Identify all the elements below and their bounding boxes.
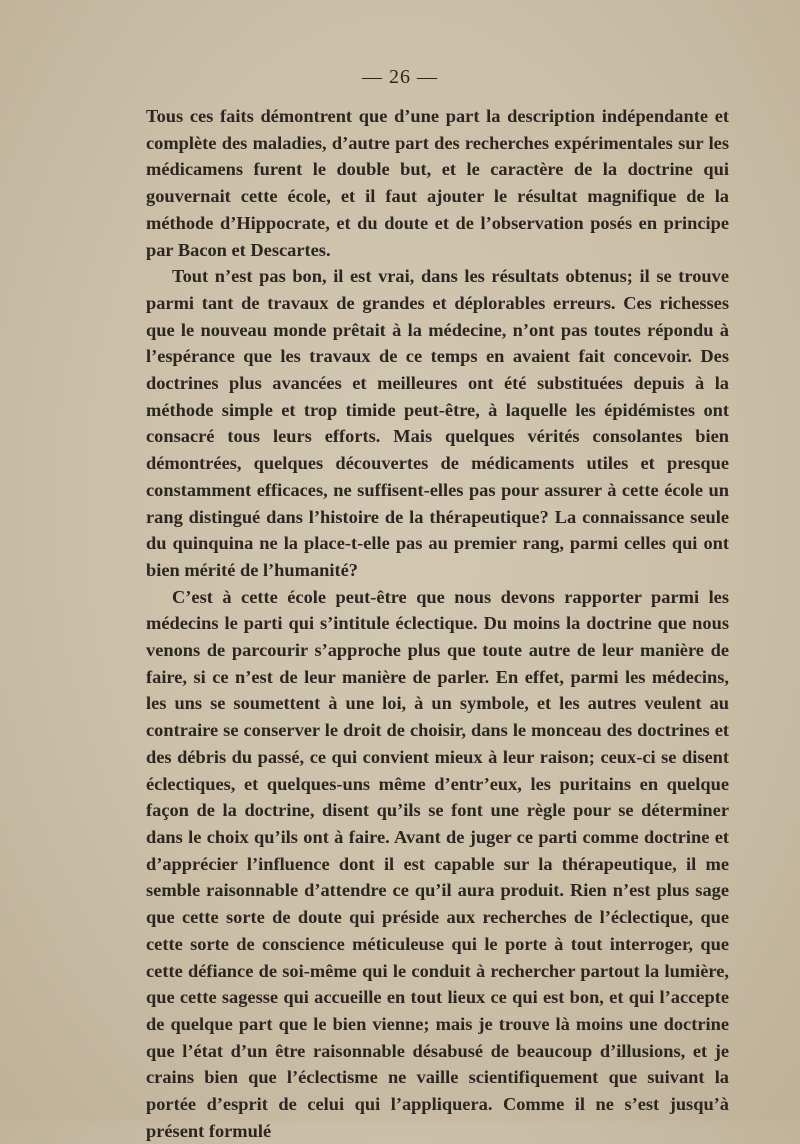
- page-number: — 26 —: [362, 66, 438, 88]
- paragraph: C’est à cette école peut-être que nous devons rapporter parmi les médecins le parti qui s’intitule éclectique. Du moins la doctrine que nous venons de parcourir s’approche plus que toute autre de leur manière de faire, si ce n’est de leur manière de parler. En effet, parmi les médecins, les uns se soumettent à une loi, à un symbole, et les autres veulent au contraire se conserver le droit de choisir, dans le monceau des doctrines et des débris du passé, ce qui convient mieux à leur raison; ceux-ci se disent éclectiques, et quelques-uns même d’entr’eux, les puritains en quelque façon de la doctrine, disent qu’ils se font une règle pour se déterminer dans le choix qu’ils ont à faire. Avant de juger ce parti comme doctrine et d’apprécier l’influence dont il est capable sur la thérapeutique, il me semble raisonnable d’attendre ce qu’il aura produit. Rien n’est plus sage que cette sorte de doute qui préside aux recherches de l’éclectique, que cette sorte de conscience méticuleuse qui le porte à tout interroger, que cette défiance de soi-même qui le conduit à rechercher partout la lumière, que cette sagesse qui accueille en tout lieux ce qui est bon, et qui l’accepte de quelque part que le bien vienne; mais je trouve là moins une doctrine que l’état d’un être raisonnable désabusé de beaucoup d’illusions, et je crains bien que l’éclectisme ne vaille scientifiquement que suivant la portée d’esprit de celui qui l’appliquera. Comme il ne s’est jusqu’à présent formulé: [146, 586, 729, 1141]
- paragraph: Tous ces faits démontrent que d’une part la description indépendante et complète des maladies, d’autre part des recherches expérimentales sur les médicamens furent le double but, et le caractère de la doctrine qui gouvernait cette école, et il faut ajouter le résultat magnifique de la méthode d’Hippocrate, et du doute et de l’observation posés en principe par Bacon et Descartes.: [146, 106, 729, 260]
- body-text: [146, 103, 729, 1144]
- paragraph: Tout n’est pas bon, il est vrai, dans les résultats obtenus; il se trouve parmi tant de travaux de grandes et déplorables erreurs. Ces richesses que le nouveau monde prêtait à la médecine, n’ont pas toutes répondu à l’espérance que les travaux de ce temps en avaient fait concevoir. Des doctrines plus avancées et meilleures ont été substituées depuis à la méthode simple et trop timide peut-être, à laquelle les épidémistes ont consacré tous leurs efforts. Mais quelques vérités consolantes bien démontrées, quelques découvertes de médicaments utiles et presque constamment efficaces, ne suffisent-elles pas pour assurer à cette école un rang distingué dans l’histoire de la thérapeutique? La connaissance seule du quinquina ne la place-t-elle pas au premier rang, parmi celles qui ont bien mérité de l’humanité?: [146, 266, 729, 580]
